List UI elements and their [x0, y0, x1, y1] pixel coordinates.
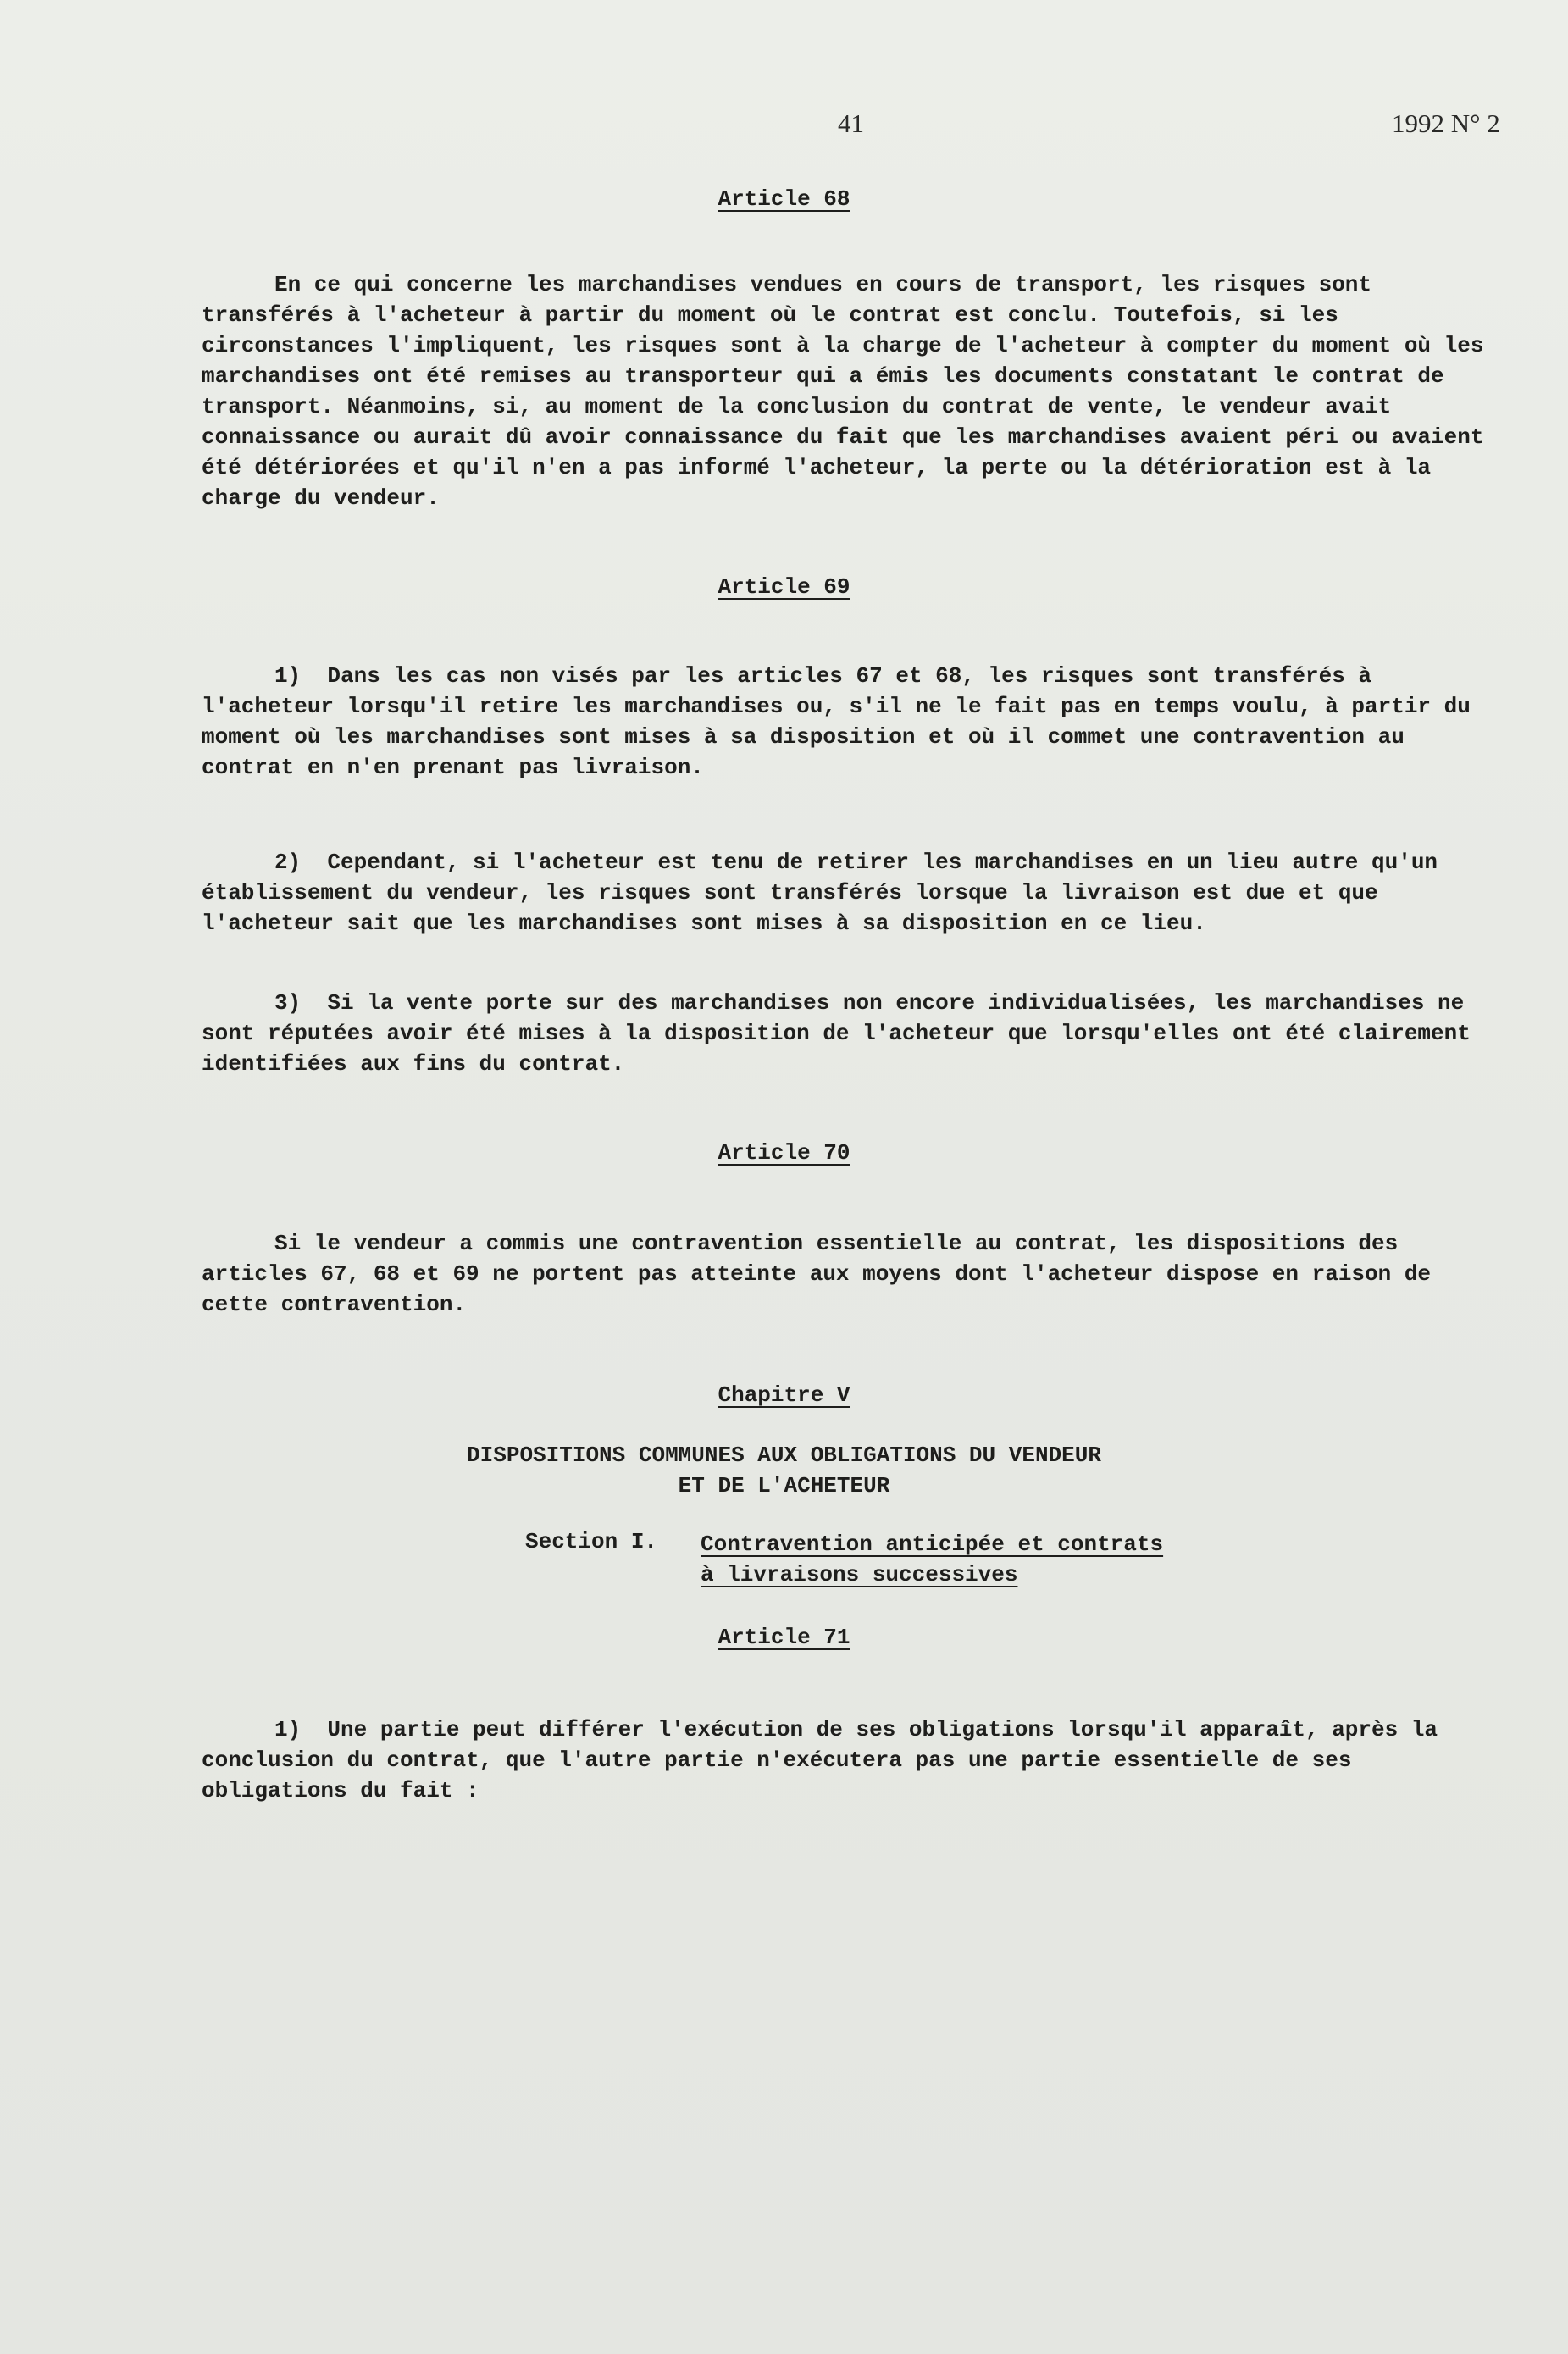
article-70-heading-text: Article 70 — [718, 1140, 850, 1166]
article-71-heading — [0, 1625, 1568, 1650]
chapter-heading — [0, 1382, 1568, 1408]
chapter-title-line-2: ET DE L'ACHETEUR — [678, 1473, 890, 1498]
article-71-paragraph-1: 1) Une partie peut différer l'exécution de ses obligations lorsqu'il apparaît, après la conclusion du contrat, que l'autre partie n'exécutera pas une partie essentielle de ses obligations du fait : — [202, 1717, 1451, 1803]
page-number: 41 — [838, 108, 864, 138]
section-label: Section I. — [525, 1529, 658, 1554]
article-68-heading — [0, 186, 1568, 212]
section-heading — [525, 1529, 1164, 1587]
article-69-paragraph-3: 3) Si la vente porte sur des marchandises non encore individualisées, les marchandises ne sont réputées avoir été mises à la disposition de l'acheteur que lorsqu'elles ont été clairement identifiées aux fins du contrat. — [202, 990, 1484, 1077]
section-title — [701, 1529, 1243, 1590]
article-68-text: En ce qui concerne les marchandises vendues en cours de transport, les risques sont transférés à l'acheteur à partir du moment où le contrat est conclu. Toutefois, si les circonstances l'impliquent, les risques sont à la charge de l'acheteur à compter du moment où les marchandises ont été remises au transporteur qui a émis les documents constatant le contrat de transport. Néanmoins, si, au moment de la conclusion du contrat de vente, le vendeur avait connaissance ou aurait dû avoir connaissance du fait que les marchandises avaient péri ou avaient été détériorées et qu'il n'en a pas informé l'acheteur, la perte ou la détérioration est à la charge du vendeur. — [202, 272, 1498, 511]
section-title-line-2: à livraisons successives — [701, 1562, 1018, 1587]
article-70-text: Si le vendeur a commis une contravention essentielle au contrat, les dispositions des articles 67, 68 et 69 ne portent pas atteinte aux moyens dont l'acheteur dispose en raison de cette contravention. — [202, 1231, 1444, 1317]
chapter-title-line-1: DISPOSITIONS COMMUNES AUX OBLIGATIONS DU VENDEUR — [467, 1443, 1101, 1468]
article-68-heading-text: Article 68 — [718, 186, 850, 212]
chapter-heading-text: Chapitre V — [718, 1382, 850, 1408]
article-69-heading — [0, 574, 1568, 600]
article-69-paragraph-2: 2) Cependant, si l'acheteur est tenu de retirer les marchandises en un lieu autre qu'un établissement du vendeur, les risques sont transférés lorsque la livraison est due et que l'acheteur sait que les marchandises sont mises à sa disposition en ce lieu. — [202, 850, 1451, 936]
article-69-paragraph-1: 1) Dans les cas non visés par les articles 67 et 68, les risques sont transférés à l'acheteur lorsqu'il retire les marchandises ou, s'il ne le fait pas en temps voulu, à partir du moment où les marchandises sont mises à sa disposition et où il commet une contravention au contrat en n'en prenant pas livraison. — [202, 663, 1484, 780]
article-71-heading-text: Article 71 — [718, 1625, 850, 1650]
section-title-line-1: Contravention anticipée et contrats — [701, 1531, 1164, 1557]
article-70-heading — [0, 1140, 1568, 1166]
article-69-heading-text: Article 69 — [718, 574, 850, 600]
issue-label: 1992 N° 2 — [1392, 108, 1500, 138]
